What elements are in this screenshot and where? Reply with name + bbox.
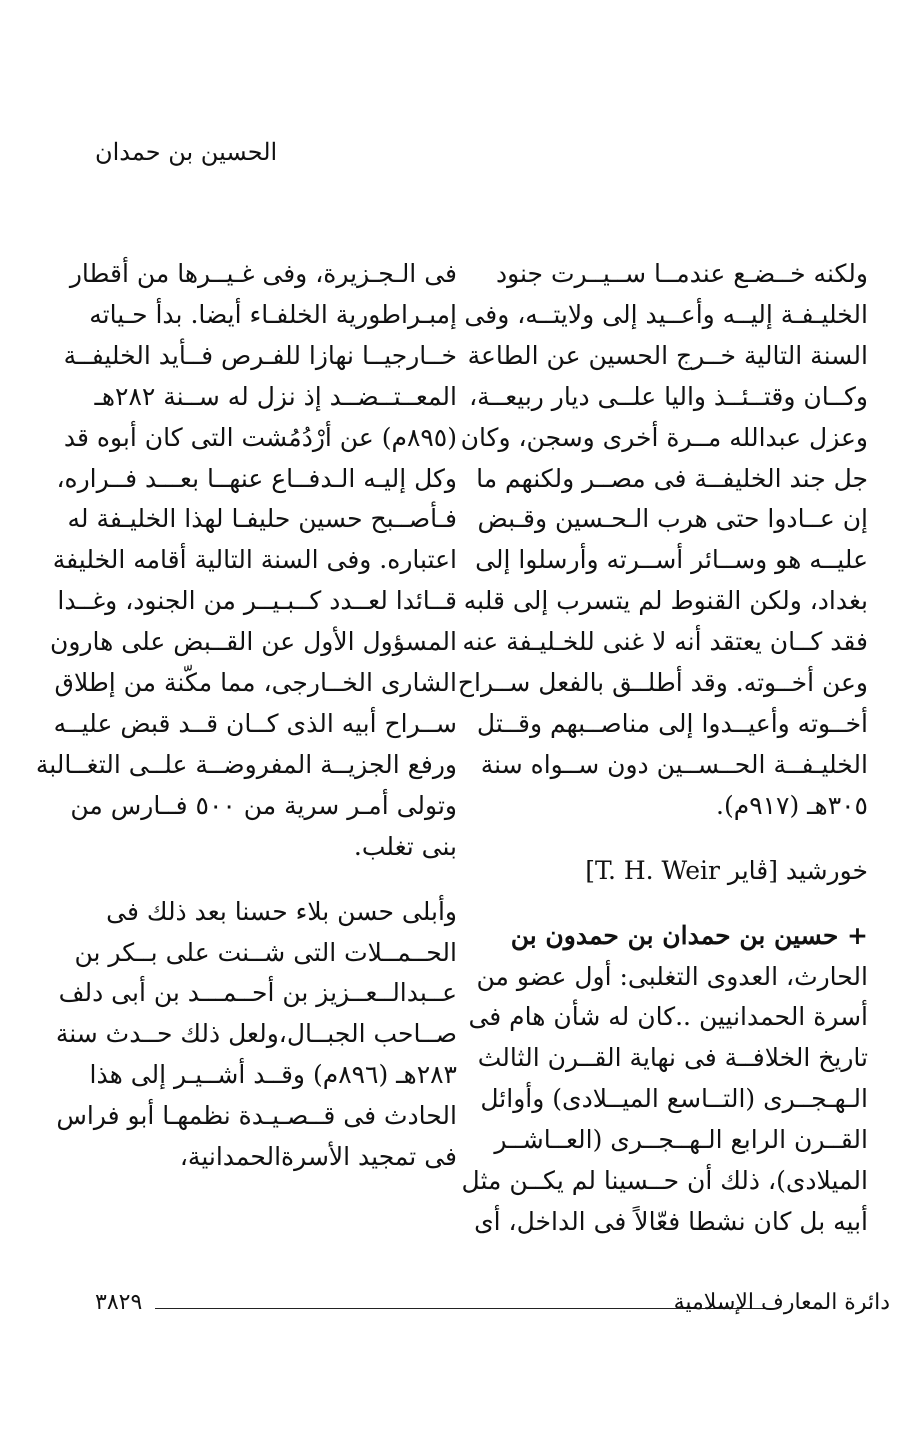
text-line: السنة التالية خــرج الحسين عن الطاعة: [467, 340, 868, 370]
left-column-paragraph-2: [55, 892, 457, 1178]
text-line: وتولى أمـر سرية من ٥٠٠ فــارس من: [70, 790, 457, 820]
text-line: تاريخ الخلافــة فى نهاية القــرن الثالث: [477, 1043, 868, 1073]
text-line: وعن أخــوته. وقد أطلــق بالفعل ســراح: [457, 668, 868, 698]
text-line: أبيه بل كان نشطا فعّالاً فى الداخل، أى: [474, 1206, 868, 1236]
journal-title: دائرة المعارف الإسلامية: [673, 1290, 890, 1315]
text-line: فـأصــبح حسين حليفـا لهذا الخليـفة له: [67, 504, 457, 534]
running-head-title: الحسين بن حمدان: [95, 138, 278, 166]
text-line: الشارى الخــارجى، مما مكّنة من إطلاق: [54, 668, 457, 698]
text-line: إن عــادوا حتى هرب الـحـسين وقـبض: [477, 504, 868, 534]
text-line: عليــه هو وســائر أســرته وأرسلوا إلى: [475, 545, 868, 575]
text-line: خــارجيــا نهازا للفـرص فــأيد الخليفــة: [63, 340, 457, 370]
text-line: الخليـفـة إليــه وأعــيد إلى ولايتــه، وفى: [464, 299, 868, 329]
text-line: قــائدا لعــدد كــبـيــر من الجنود، وغــدا: [57, 586, 457, 616]
text-line: الميلادى)، ذلك أن حــسينا لم يكــن مثل: [461, 1166, 868, 1196]
text-line: القــرن الرابع الـهــجــرى (العــاشــر: [494, 1125, 868, 1155]
text-line: فقد كــان يعتقد أنه لا غنى للخـليـفة عنه: [462, 627, 868, 657]
text-line: ولكنه خــضـع عندمــا ســيــرت جنود: [495, 259, 868, 288]
right-column-paragraph-1: [457, 254, 868, 827]
left-column-paragraph-1: [35, 254, 457, 868]
entry-heading-line: + حسين بن حمدان بن حمدون بن: [510, 920, 868, 950]
text-line: الحــمــلات التى شــنت على بــكر بن: [74, 937, 457, 967]
text-line: وكــان وقتــئــذ واليا علــى ديار ربيعــة،: [469, 381, 868, 411]
text-line: بغداد، ولكن القنوط لم يتسرب إلى قلبه: [463, 586, 868, 616]
text-line: (٨٩٥م) عن أرْدُمُشت التى كان أبوه قد: [63, 422, 457, 452]
text-line: اعتباره. وفى السنة التالية أقامه الخليفة: [52, 545, 457, 575]
text-line: ورفع الجزيــة المفروضــة علــى التغــالبة: [35, 749, 457, 779]
text-line: الحارث، العدوى التغلبى: أول عضو من: [476, 961, 868, 991]
text-line: الـهـجــرى (التــاسع الميــلادى) وأوائل: [480, 1084, 868, 1114]
text-line: وأبلى حسن بلاء حسنا بعد ذلك فى: [106, 896, 457, 926]
page-footer: [95, 1290, 890, 1320]
text-line: ٢٨٣هـ (٨٩٦م) وقــد أشــيـر إلى هذا: [89, 1060, 457, 1090]
text-line: بنى تغلب.: [353, 831, 457, 861]
text-line: أسرة الحمدانيين ..كان له شأن هام فى: [468, 1002, 868, 1032]
author-attribution: خورشيد [ڤاير T. H. Weir]: [585, 855, 868, 885]
right-column-entry: [461, 916, 868, 1243]
text-line: عــبدالــعــزيز بن أحــمـــد بن أبى دلف: [58, 978, 457, 1008]
text-line: جل جند الخليفــة فى مصــر ولكنهم ما: [476, 463, 868, 493]
text-line: ٣٠٥هـ (٩١٧م).: [716, 790, 868, 820]
text-line: فى تمجيد الأسرةالحمدانية،: [179, 1142, 457, 1172]
text-line: المعــتــضــد إذ نزل له ســنة ٢٨٢هـ: [94, 381, 457, 411]
text-line: وكل إليـه الـدفــاع عنهــا بعـــد فــراره،: [56, 463, 457, 493]
text-line: فى الـجـزيرة، وفى غـيــرها من أقطار: [69, 259, 457, 288]
text-line: إمبـراطورية الخلفـاء أيضا. بدأ حـياته: [89, 299, 457, 329]
text-line: ســراح أبيه الذى كــان قــد قبض عليــه: [53, 708, 457, 738]
right-column: [457, 254, 868, 1243]
text-line: الحادث فى قــصـيـدة نظمهـا أبو فراس: [56, 1101, 457, 1131]
text-line: المسؤول الأول عن القــبض على هارون: [50, 627, 457, 657]
text-line: الخليـفــة الحــســين دون ســواه سنة: [480, 749, 868, 779]
text-line: صــاحب الجبــال،ولعل ذلك حــدث سنة: [55, 1019, 457, 1049]
page-number: ٣٨٢٩: [95, 1290, 143, 1315]
text-line: وعزل عبدالله مــرة أخرى وسجن، وكان: [460, 422, 868, 452]
text-line: أخــوته وأعيــدوا إلى مناصــبهم وقــتل: [476, 708, 868, 738]
left-column: [35, 254, 457, 1178]
